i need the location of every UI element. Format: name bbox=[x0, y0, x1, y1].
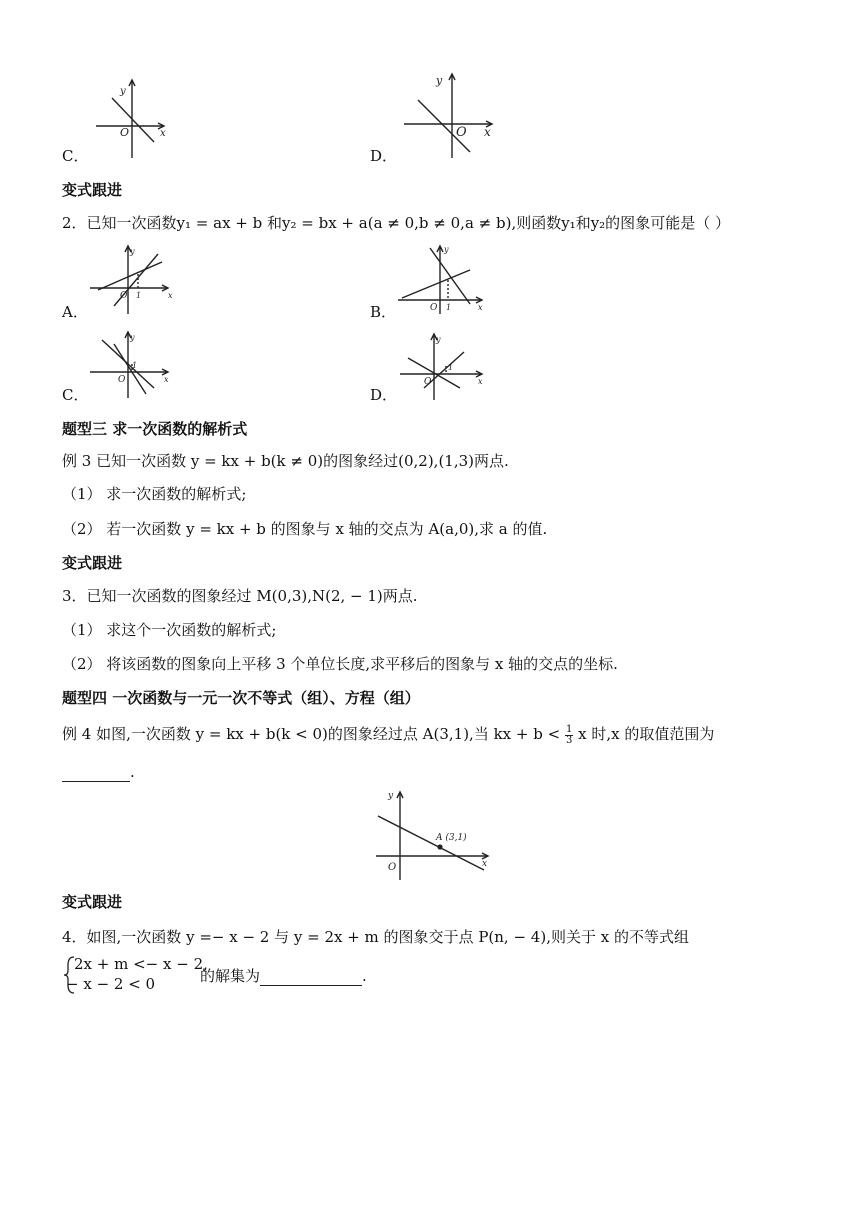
svg-text:O: O bbox=[430, 303, 438, 313]
example-4-stem-part-a: 例 4 如图,一次函数 y = kx + b(k < 0)的图象经过点 A(3,1),当 kx + b < bbox=[62, 725, 561, 743]
example-3-part-1: （1） 求一次函数的解析式; bbox=[62, 485, 247, 503]
system-line-2: − x − 2 < 0 bbox=[66, 975, 156, 993]
q4-answer-blank[interactable] bbox=[260, 971, 362, 986]
section-heading-type-3: 题型三 求一次函数的解析式 bbox=[62, 420, 248, 438]
q2-option-d-label: D． bbox=[370, 386, 398, 404]
q1-option-d-label: D． bbox=[370, 147, 398, 165]
q1-option-d-graph bbox=[400, 70, 500, 160]
example-3-stem: 例 3 已知一次函数 y = kx + b(k ≠ 0)的图象经过(0,2),(1,3)两点. bbox=[62, 452, 509, 470]
example-4-stem bbox=[62, 724, 714, 746]
svg-text:x: x bbox=[482, 859, 488, 869]
section-heading-type-4: 题型四 一次函数与一元一次不等式（组）、方程（组） bbox=[62, 689, 420, 707]
svg-text:y: y bbox=[120, 86, 126, 97]
svg-text:y: y bbox=[444, 245, 449, 254]
fraction-denominator: 3 bbox=[565, 734, 573, 746]
svg-text:y: y bbox=[436, 335, 441, 344]
svg-text:O: O bbox=[456, 125, 467, 140]
svg-text:y: y bbox=[388, 791, 394, 801]
q2-option-d-graph bbox=[398, 330, 486, 400]
svg-text:O: O bbox=[120, 126, 130, 139]
svg-text:x: x bbox=[164, 375, 169, 384]
q2-stem: 2．已知一次函数y₁ = ax + b 和y₂ = bx + a(a ≠ 0,b ≠ 0,a ≠ b),则函数y₁和y₂的图象可能是（ ） bbox=[62, 214, 730, 232]
section-heading-variant-1: 变式跟进 bbox=[62, 181, 123, 199]
example-3-part-2: （2） 若一次函数 y = kx + b 的图象与 x 轴的交点为 A(a,0),求 a 的值. bbox=[62, 520, 548, 538]
answer-blank[interactable] bbox=[62, 767, 130, 782]
svg-text:x: x bbox=[160, 128, 166, 139]
q1-option-c-label: C． bbox=[62, 147, 89, 165]
section-heading-variant-3: 变式跟进 bbox=[62, 893, 123, 911]
svg-text:1: 1 bbox=[136, 291, 142, 300]
q1-option-c-graph bbox=[92, 80, 172, 160]
svg-text:y: y bbox=[130, 333, 135, 342]
fraction-numerator: 1 bbox=[565, 723, 573, 735]
section-heading-variant-2: 变式跟进 bbox=[62, 554, 123, 572]
svg-text:x: x bbox=[478, 303, 483, 312]
svg-text:y: y bbox=[130, 247, 135, 256]
svg-text:x: x bbox=[484, 125, 491, 139]
q2-option-b-graph bbox=[396, 242, 488, 314]
q4-tail-text: 的解集为 bbox=[200, 967, 261, 985]
svg-text:O: O bbox=[424, 377, 432, 387]
q2-option-c-label: C． bbox=[62, 386, 89, 404]
q2-option-a-graph bbox=[88, 242, 178, 314]
svg-text:x: x bbox=[168, 291, 173, 300]
example-4-stem-part-b: x 时,x 的取值范围为 bbox=[578, 725, 715, 743]
q4-tail bbox=[200, 966, 367, 986]
q3-part-1: （1） 求这个一次函数的解析式; bbox=[62, 621, 277, 639]
svg-text:O: O bbox=[388, 862, 397, 873]
svg-text:x: x bbox=[478, 377, 483, 386]
q3-stem: 3．已知一次函数的图象经过 M(0,3),N(2, − 1)两点. bbox=[62, 587, 418, 605]
svg-text:1: 1 bbox=[446, 303, 452, 312]
svg-text:y: y bbox=[436, 74, 443, 87]
svg-text:1: 1 bbox=[448, 363, 454, 372]
q4-stem: 4．如图,一次函数 y =− x − 2 与 y = 2x + m 的图象交于点 P(n, − 4),则关于 x 的不等式组 bbox=[62, 928, 689, 946]
example-4-graph bbox=[374, 786, 494, 882]
point-a-marker bbox=[437, 844, 442, 849]
fraction-one-third bbox=[565, 725, 573, 746]
svg-text:A (3,1): A (3,1) bbox=[436, 833, 467, 843]
q3-part-2: （2） 将该函数的图象向上平移 3 个单位长度,求平移后的图象与 x 轴的交点的坐标. bbox=[62, 655, 618, 673]
q4-end-period: . bbox=[362, 967, 367, 985]
q2-option-c-graph bbox=[88, 328, 174, 398]
system-line-1: 2x + m <− x − 2, bbox=[74, 955, 208, 973]
q2-option-b-label: B． bbox=[370, 303, 397, 321]
answer-blank-period: . bbox=[130, 763, 135, 781]
svg-text:O: O bbox=[120, 291, 128, 301]
svg-text:O: O bbox=[118, 375, 126, 385]
svg-text:1: 1 bbox=[132, 361, 138, 370]
example-4-answer-line bbox=[62, 762, 135, 782]
q2-option-a-label: A． bbox=[62, 303, 88, 321]
